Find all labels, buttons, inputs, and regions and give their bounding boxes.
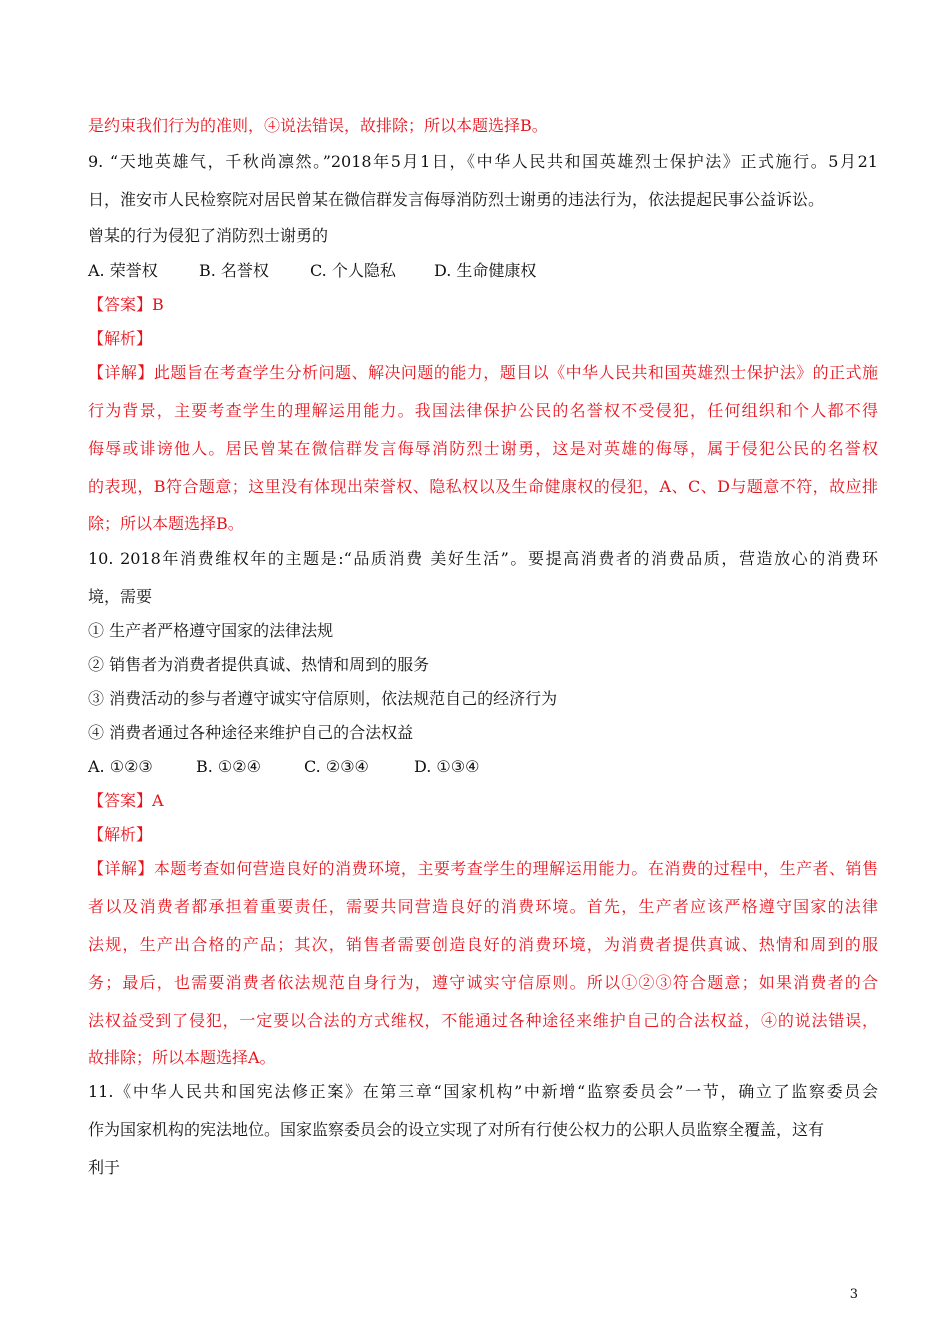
q10-item-1: ① 生产者严格遵守国家的法律法规 [88, 621, 334, 640]
q9-options [88, 261, 878, 281]
q10-item-4: ④ 消费者通过各种途径来维护自己的合法权益 [88, 723, 414, 742]
q10-option-b: B. ①②④ [196, 757, 261, 776]
q9-stem-line-1: 9. “天地英雄气，千秋尚凛然。”2018年5月1日，《中华人民共和国英雄烈士保护法》正式施行。5月21 [88, 152, 878, 171]
lead-line: 是约束我们行为的准则，④说法错误，故排除；所以本题选择B。 [88, 116, 548, 135]
q10-stem-line-1: 10. 2018年消费维权年的主题是:“品质消费 美好生活”。要提高消费者的消费品质，营造放心的消费环 [88, 549, 878, 568]
q11-stem-line-2: 作为国家机构的宪法地位。国家监察委员会的设立实现了对所有行使公权力的公职人员监察全覆盖，这有 [88, 1120, 825, 1139]
q10-detail-line-3: 法规，生产出合格的产品；其次，销售者需要创造良好的消费环境，为消费者提供真诚、热情和周到的服 [88, 935, 878, 954]
q9-detail-line-1: 【详解】此题旨在考查学生分析问题、解决问题的能力，题目以《中华人民共和国英雄烈士保护法》的正式施 [88, 363, 878, 382]
page-number: 3 [849, 1287, 858, 1302]
q10-analysis-label: 【解析】 [88, 825, 153, 844]
q9-option-a: A. 荣誉权 [88, 261, 158, 280]
q9-detail-line-3: 侮辱或诽谤他人。居民曾某在微信群发言侮辱消防烈士谢勇，这是对英雄的侮辱，属于侵犯公民的名誉权 [88, 439, 878, 458]
q10-option-c: C. ②③④ [304, 757, 369, 776]
q9-analysis-label: 【解析】 [88, 329, 153, 348]
q9-detail-line-4: 的表现，B符合题意；这里没有体现出荣誉权、隐私权以及生命健康权的侵犯，A、C、D与题意不符，故应排 [88, 477, 878, 496]
q10-stem-line-2: 境，需要 [88, 587, 153, 606]
q10-item-2: ② 销售者为消费者提供真诚、热情和周到的服务 [88, 655, 430, 674]
q9-option-c: C. 个人隐私 [310, 261, 396, 280]
q11-stem-line-1: 11.《中华人民共和国宪法修正案》在第三章“国家机构”中新增“监察委员会”一节，确立了监察委员会 [88, 1082, 878, 1101]
q10-item-3: ③ 消费活动的参与者遵守诚实守信原则，依法规范自己的经济行为 [88, 689, 558, 708]
q10-detail-line-4: 务；最后，也需要消费者依法规范自身行为，遵守诚实守信原则。所以①②③符合题意；如果消费者的合 [88, 973, 878, 992]
q9-option-b: B. 名誉权 [199, 261, 269, 280]
q9-detail-line-5: 除；所以本题选择B。 [88, 514, 244, 533]
q11-stem-line-3: 利于 [88, 1158, 121, 1177]
q9-stem-line-2: 日，淮安市人民检察院对居民曾某在微信群发言侮辱消防烈士谢勇的违法行为，依法提起民事公益诉讼。 [88, 190, 825, 209]
q9-detail-line-2: 行为背景，主要考查学生的理解运用能力。我国法律保护公民的名誉权不受侵犯，任何组织和个人都不得 [88, 401, 878, 420]
q10-detail-line-1: 【详解】本题考查如何营造良好的消费环境，主要考查学生的理解运用能力。在消费的过程中，生产者、销售 [88, 859, 878, 878]
q10-detail-line-6: 故排除；所以本题选择A。 [88, 1048, 276, 1067]
q9-option-d: D. 生命健康权 [434, 261, 537, 280]
q10-option-d: D. ①③④ [414, 757, 480, 776]
q9-stem-line-3: 曾某的行为侵犯了消防烈士谢勇的 [88, 226, 329, 245]
q10-detail-line-2: 者以及消费者都承担着重要责任，需要共同营造良好的消费环境。首先，生产者应该严格遵守国家的法律 [88, 897, 878, 916]
q9-answer: 【答案】B [88, 295, 164, 314]
q10-options [88, 757, 878, 777]
q10-detail-line-5: 法权益受到了侵犯，一定要以合法的方式维权，不能通过各种途径来维护自己的合法权益，④的说法错误， [88, 1011, 878, 1030]
q10-answer: 【答案】A [88, 791, 164, 810]
q10-option-a: A. ①②③ [88, 757, 153, 776]
